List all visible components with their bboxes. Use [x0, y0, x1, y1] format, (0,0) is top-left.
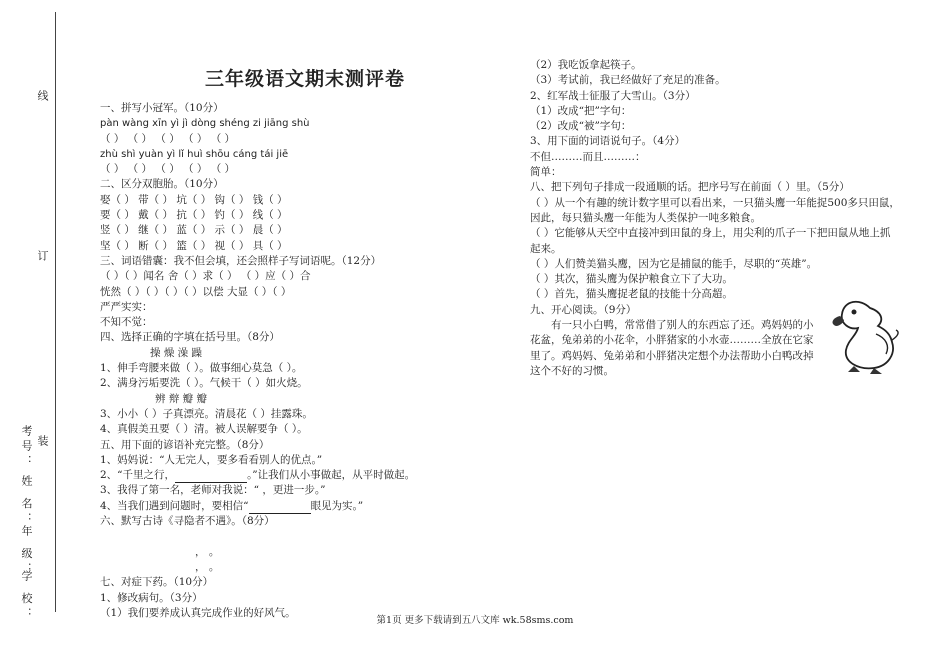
section-6-heading: 六、默写古诗《寻隐者不遇》。（8分）	[100, 515, 275, 528]
section-2-heading: 二、区分双胞胎。（10分）	[100, 178, 224, 191]
pinyin-row-2: zhù shì yuàn yì lǐ huì shōu cáng tái jiē	[100, 148, 289, 160]
pattern-word-2: 不知不觉：	[100, 316, 153, 329]
rewrite-bei: （2）改成“被”字句：	[530, 120, 632, 133]
idiom-row-2: 恍然（ ）（ ）（ ）（ ）以偿 大显（ ）（ ）	[100, 285, 292, 298]
pinyin-row-1: pàn wàng xīn yì jì dòng shéng zi jiāng shù	[100, 118, 310, 130]
char-choice-set-1: 操 燥 澡 躁	[150, 346, 203, 359]
order-item-3: （ ）人们赞美猫头鹰，因为它是捕鼠的能手，尽职的“英雄”。	[530, 257, 818, 270]
section-3-heading: 三、词语错囊：我不但会填，还会照样子写词语呢。（12分）	[100, 254, 382, 267]
answer-brackets-2: （ ） （ ） （ ） （ ） （ ）	[100, 163, 236, 176]
side-label-ding: 订	[36, 250, 49, 265]
fix-sentence-heading: 1、修改病句。（3分）	[100, 591, 203, 604]
section-8-heading: 八、把下列句子排成一段通顺的话。把序号写在前面（ ）里。（5分）	[530, 181, 850, 194]
answer-brackets-1: （ ） （ ） （ ） （ ） （ ）	[100, 132, 236, 145]
proverb-question-1: 1、妈妈说：“人无完人，要多看看别人的优点。”	[100, 453, 323, 466]
choice-question-4: 4、真假美丑要（ ）清。被人误解要争（ ）。	[100, 423, 308, 436]
side-label-exam-number: 考号：	[20, 425, 33, 470]
char-pair-row-2: 要（ ） 戴（ ） 抗（ ） 钓（ ） 线（ ）	[100, 209, 288, 222]
fix-sentence-3: （3）考试前，我已经做好了充足的准备。	[530, 74, 726, 87]
binding-line	[55, 12, 56, 612]
poem-line-2: ， 。	[195, 560, 220, 573]
fix-sentence-1: （1）我们要养成认真完成作业的好风气。	[100, 606, 296, 619]
proverb-4-start: 4、当我们遇到问题时，要相信“	[100, 499, 249, 512]
order-item-4: （ ）其次，猫头鹰为保护粮食立下了大功。	[530, 273, 733, 286]
section-4-heading: 四、选择正确的字填在括号里。（8分）	[100, 331, 280, 344]
char-pair-row-1: 娶（ ） 带（ ） 坑（ ） 钩（ ） 钱（ ）	[100, 193, 288, 206]
proverb-question-4	[100, 499, 510, 514]
proverb-4-blank[interactable]	[249, 503, 311, 514]
choice-question-1: 1、伸手弯腰来做（ ）。做事细心莫急（ ）。	[100, 362, 303, 375]
char-choice-set-2: 辨 辩 瓣 瓣	[155, 392, 208, 405]
page-footer: 第1页 更多下载请到五八文库 wk.58sms.com	[376, 615, 574, 626]
char-pair-row-4: 坚（ ） 断（ ） 篮（ ） 视（ ） 具（ ）	[100, 239, 288, 252]
order-item-2: （ ）它能够从天空中直接冲到田鼠的身上，用尖利的爪子一下把田鼠从地上抓起来。	[530, 227, 891, 255]
rewrite-ba: （1）改成“把”字句：	[530, 104, 632, 117]
idiom-row-1: （ ）（ ）闻名 舍（ ）求（ ） （ ）应（ ）合	[100, 270, 311, 283]
rewrite-heading: 2、红军战士征服了大雪山。（3分）	[530, 89, 696, 102]
side-label-grade: 年 级：	[20, 525, 33, 578]
proverb-question-3: 3、我得了第一名，老师对我说：“ ，更进一步。”	[100, 484, 326, 497]
section-9-heading: 九、开心阅读。（9分）	[530, 303, 637, 316]
order-item-1: （ ）从一个有趣的统计数字里可以看出来，一只猫头鹰一年能捉500多只田鼠，因此，每只猫头鹰一年能为人类保护一吨多粮食。	[530, 196, 900, 224]
proverb-4-end: 眼见为实。”	[310, 499, 364, 512]
left-column	[100, 60, 510, 621]
duck-illustration	[830, 290, 900, 375]
page-title: 三年级语文期末测评卷	[204, 68, 405, 90]
section-7-heading: 七、对症下药。（10分）	[100, 576, 214, 589]
choice-question-3: 3、小小（ ）子真漂亮。清晨花（ ）挂露珠。	[100, 407, 313, 420]
proverb-2-start: 2、“千里之行，	[100, 469, 176, 482]
proverb-question-2	[100, 468, 510, 483]
pattern-word-1: 严严实实：	[100, 300, 153, 313]
make-sentence-heading: 3、用下面的词语说句子。（4分）	[530, 135, 686, 148]
make-sentence-2: 简单：	[530, 166, 562, 179]
proverb-2-end: 。”让我们从小事做起，从平时做起。	[247, 469, 416, 482]
section-5-heading: 五、用下面的谚语补充完整。（8分）	[100, 438, 270, 451]
poem-line-1: ， 。	[195, 545, 220, 558]
side-label-name: 姓 名：	[20, 475, 33, 528]
proverb-2-blank[interactable]	[175, 472, 247, 483]
order-item-5: （ ）首先，猫头鹰捉老鼠的技能十分高超。	[530, 288, 733, 301]
side-label-xian: 线	[36, 90, 49, 105]
make-sentence-1: 不但………而且………：	[530, 150, 646, 163]
reading-passage: 有一只小白鸭，常常借了别人的东西忘了还。鸡妈妈的小花盆，兔弟弟的小花伞，小胖猪家的小水壶………全放在它家里了。鸡妈妈、兔弟弟和小胖猪决定想个办法帮助小白鸭改掉这个不好的习惯。	[530, 319, 814, 377]
section-1-heading: 一、拼写小冠军。（10分）	[100, 102, 224, 114]
side-label-zhuang: 装	[36, 435, 49, 450]
choice-question-2: 2、满身污垢要洗（ ）。气候干（ ）如火烧。	[100, 377, 308, 390]
fix-sentence-2: （2）我吃饭拿起筷子。	[530, 59, 642, 71]
poem-blank-spacer	[100, 529, 510, 544]
char-pair-row-3: 竖（ ） 继（ ） 蓝（ ） 示（ ） 晨（ ）	[100, 224, 288, 237]
side-label-school: 学 校：	[20, 570, 33, 623]
